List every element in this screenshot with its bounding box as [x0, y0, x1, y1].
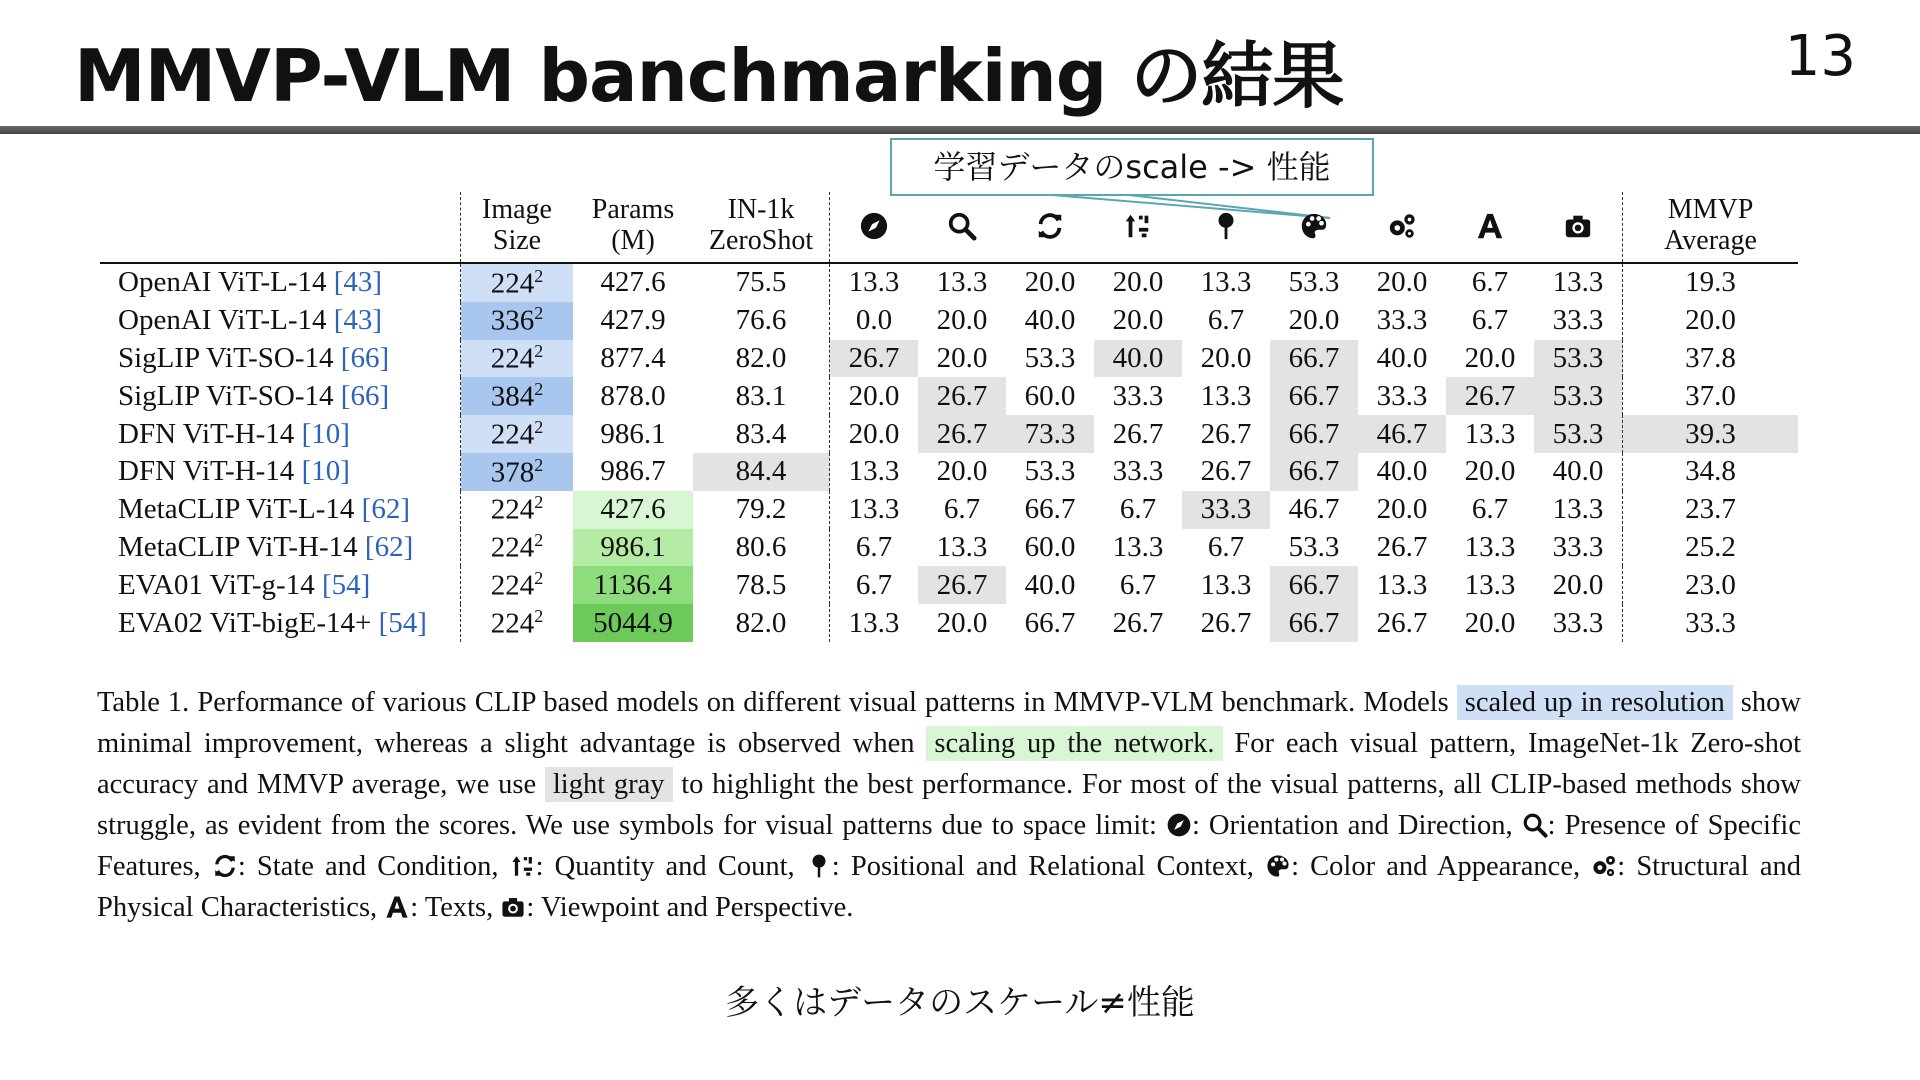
pin-icon [806, 851, 832, 882]
score-cell: 6.7 [1119, 493, 1157, 526]
score-cell: 20.0 [848, 417, 900, 450]
citation-link[interactable]: [43] [333, 266, 383, 299]
score-cell: 26.7 [1200, 455, 1252, 488]
score-cell: 33.3 [1534, 604, 1623, 642]
score-cell: 20.0 [936, 341, 988, 374]
mmvp-average-cell: 37.0 [1685, 379, 1736, 412]
score-cell: 6.7 [943, 493, 981, 526]
score-cell: 13.3 [848, 455, 900, 488]
table-row [100, 263, 1798, 302]
model-name: DFN ViT-H-14 [118, 417, 302, 450]
params-header: Params (M) [591, 194, 675, 256]
image-size-cell [461, 263, 574, 302]
caption-text: show minimal improvement, whereas a slight advantage is observed when [97, 687, 1801, 759]
score-cell: 13.3 [1200, 568, 1252, 601]
image-size-header: Image Size [461, 192, 574, 263]
model-name-cell [100, 263, 461, 302]
zeroshot-cell: 83.1 [693, 377, 830, 415]
score-cell: 6.7 [1471, 493, 1509, 526]
score-cell: 66.7 [1270, 377, 1358, 415]
image-size-value: 224 [490, 531, 535, 564]
legend-viewpoint: : Viewpoint and Perspective. [526, 892, 854, 923]
caption-text: For each visual pattern, ImageNet-1k Zero-shot accuracy and MMVP average, we use [97, 728, 1802, 800]
score-cell: 40.0 [1534, 453, 1623, 491]
score-cell: 20.0 [848, 379, 900, 412]
table-row [100, 491, 1798, 529]
score-cell: 13.3 [848, 606, 900, 639]
superscript: 2 [534, 605, 544, 626]
image-size-value: 224 [490, 569, 535, 602]
citation-link[interactable]: [66] [340, 341, 390, 374]
score-cell: 26.7 [1376, 530, 1428, 563]
score-cell: 60.0 [1024, 530, 1076, 563]
score-cell: 20.0 [1112, 304, 1164, 337]
refresh-icon [1006, 192, 1094, 263]
mmvp-average-cell: 33.3 [1685, 606, 1736, 639]
zeroshot-cell: 84.4 [693, 453, 830, 491]
image-size-cell [461, 491, 574, 529]
model-name: EVA02 ViT-bigE-14+ [118, 606, 379, 639]
compass-icon [830, 192, 919, 263]
model-name: MetaCLIP ViT-H-14 [118, 530, 365, 563]
params-cell: 877.4 [600, 341, 666, 374]
callout-box: 学習データのscale -> 性能 [890, 138, 1374, 196]
legend-presence: : Presence of Specific Features, [97, 810, 1801, 882]
image-size-cell [461, 566, 574, 604]
score-cell: 6.7 [1471, 266, 1509, 299]
params-cell: 427.9 [600, 304, 666, 337]
score-cell: 0.0 [855, 304, 893, 337]
zeroshot-cell: 79.2 [693, 491, 830, 529]
image-size-cell [461, 415, 574, 453]
image-size-cell [461, 529, 574, 567]
page-number: 13 [1784, 24, 1856, 89]
model-name-cell [100, 491, 461, 529]
image-size-value: 224 [490, 607, 535, 640]
zeroshot-cell: 82.0 [693, 340, 830, 378]
zeroshot-header: IN-1k ZeroShot [693, 192, 830, 263]
params-cell: 427.6 [573, 491, 693, 529]
superscript: 2 [534, 416, 544, 437]
citation-link[interactable]: [10] [301, 417, 350, 450]
score-cell: 33.3 [1112, 379, 1164, 412]
score-cell: 60.0 [1024, 379, 1076, 412]
score-cell: 26.7 [918, 415, 1006, 453]
sort-icon [1094, 192, 1182, 263]
gears-icon [1591, 851, 1617, 882]
model-name-cell [100, 529, 461, 567]
table-row [100, 529, 1798, 567]
mmvp-average-cell: 23.7 [1685, 493, 1736, 526]
gray-highlight: light gray [545, 767, 673, 802]
zeroshot-cell: 83.4 [693, 415, 830, 453]
image-size-cell [461, 340, 574, 378]
image-size-value: 384 [490, 380, 535, 413]
citation-link[interactable]: [43] [333, 304, 383, 337]
caption-text: to highlight the best performance. For most of the visual patterns, all CLIP-based methods show struggle, as evident from the scores. We use symbols for visual patterns due to space limit: [97, 769, 1801, 841]
score-cell: 6.7 [1471, 304, 1509, 337]
table-row [100, 566, 1798, 604]
zeroshot-cell: 80.6 [693, 529, 830, 567]
score-cell: 26.7 [1446, 377, 1534, 415]
score-cell: 53.3 [1024, 341, 1076, 374]
score-cell: 66.7 [1270, 340, 1358, 378]
score-cell: 53.3 [1534, 340, 1623, 378]
score-cell: 26.7 [830, 340, 919, 378]
table-body [100, 263, 1798, 642]
pin-icon [1182, 192, 1270, 263]
score-cell: 13.3 [1376, 568, 1428, 601]
image-size-cell [461, 302, 574, 340]
score-cell: 13.3 [1534, 263, 1623, 302]
table-caption [97, 682, 1801, 928]
score-cell: 6.7 [1207, 304, 1245, 337]
score-cell: 6.7 [1119, 568, 1157, 601]
mmvp-average-header: MMVP Average [1664, 194, 1757, 256]
magnifier-icon [1522, 810, 1548, 841]
model-name-cell [100, 302, 461, 340]
camera-icon [500, 892, 526, 923]
params-cell: 1136.4 [573, 566, 693, 604]
letter-a-icon [1446, 192, 1534, 263]
score-cell: 33.3 [1376, 304, 1428, 337]
score-cell: 66.7 [1024, 493, 1076, 526]
score-cell: 20.0 [1112, 266, 1164, 299]
score-cell: 33.3 [1534, 529, 1623, 567]
image-size-value: 224 [490, 494, 535, 526]
score-cell: 13.3 [936, 530, 988, 563]
superscript: 2 [534, 265, 544, 286]
model-name-cell [100, 604, 461, 642]
mmvp-average-cell: 19.3 [1685, 266, 1736, 299]
model-name: MetaCLIP ViT-L-14 [118, 493, 362, 526]
score-cell: 13.3 [1534, 491, 1623, 529]
zeroshot-cell: 78.5 [693, 566, 830, 604]
model-name: OpenAI ViT-L-14 [118, 304, 334, 337]
score-cell: 53.3 [1024, 455, 1076, 488]
score-cell: 13.3 [1112, 530, 1164, 563]
legend-orientation: : Orientation and Direction, [1191, 810, 1522, 841]
model-name-cell [100, 566, 461, 604]
score-cell: 26.7 [1200, 606, 1252, 639]
score-cell: 20.0 [1464, 455, 1516, 488]
score-cell: 26.7 [1200, 417, 1252, 450]
mmvp-average-cell: 25.2 [1685, 530, 1736, 563]
params-cell: 427.6 [600, 266, 666, 299]
superscript: 2 [534, 341, 544, 362]
gears-icon [1358, 192, 1446, 263]
score-cell: 20.0 [1464, 341, 1516, 374]
params-cell: 986.7 [600, 455, 666, 488]
score-cell: 20.0 [1464, 606, 1516, 639]
score-cell: 46.7 [1288, 493, 1340, 526]
zeroshot-cell: 82.0 [693, 604, 830, 642]
palette-icon [1270, 192, 1358, 263]
score-cell: 33.3 [1534, 302, 1623, 340]
params-cell: 986.1 [573, 529, 693, 567]
mmvp-average-cell: 37.8 [1685, 341, 1736, 374]
mmvp-average-cell: 23.0 [1685, 568, 1736, 601]
image-size-cell [461, 377, 574, 415]
title-divider [0, 126, 1920, 134]
model-name-cell [100, 377, 461, 415]
score-cell: 20.0 [936, 304, 988, 337]
score-cell: 66.7 [1270, 566, 1358, 604]
citation-link[interactable]: [54] [321, 568, 371, 601]
score-cell: 20.0 [1376, 493, 1428, 526]
score-cell: 73.3 [1006, 415, 1094, 453]
score-cell: 13.3 [1464, 417, 1516, 450]
citation-link[interactable]: [66] [340, 379, 390, 412]
magnifier-icon [918, 192, 1006, 263]
mmvp-average-cell: 39.3 [1623, 415, 1799, 453]
score-cell: 26.7 [918, 566, 1006, 604]
score-cell: 20.0 [1534, 566, 1623, 604]
model-name-cell [100, 340, 461, 378]
score-cell: 40.0 [1376, 455, 1428, 488]
image-size-value: 224 [490, 418, 535, 451]
table-row [100, 453, 1798, 491]
score-cell: 20.0 [936, 606, 988, 639]
image-size-value: 336 [490, 305, 535, 338]
superscript: 2 [534, 530, 544, 551]
image-size-value: 378 [490, 456, 535, 489]
model-name: DFN ViT-H-14 [118, 455, 302, 488]
letter-a-icon [384, 892, 410, 923]
score-cell: 33.3 [1112, 455, 1164, 488]
mmvp-average-cell: 20.0 [1685, 304, 1736, 337]
compass-icon [1166, 810, 1192, 841]
score-cell: 13.3 [936, 266, 988, 299]
model-column-header [100, 192, 461, 263]
model-name: SigLIP ViT-SO-14 [118, 341, 341, 374]
score-cell: 13.3 [1464, 568, 1516, 601]
score-cell: 33.3 [1376, 379, 1428, 412]
zeroshot-cell: 75.5 [693, 263, 830, 302]
table-header-row [100, 192, 1798, 263]
score-cell: 6.7 [855, 530, 893, 563]
score-cell: 53.3 [1288, 266, 1340, 299]
model-name-cell [100, 415, 461, 453]
score-cell: 53.3 [1534, 377, 1623, 415]
superscript: 2 [534, 567, 544, 588]
model-name: OpenAI ViT-L-14 [118, 266, 334, 299]
citation-link[interactable]: [10] [301, 455, 350, 488]
score-cell: 20.0 [1200, 341, 1252, 374]
score-cell: 13.3 [1200, 379, 1252, 412]
params-cell: 986.1 [600, 417, 666, 450]
params-cell: 878.0 [600, 379, 666, 412]
score-cell: 40.0 [1024, 304, 1076, 337]
results-table [100, 192, 1798, 642]
score-cell: 66.7 [1270, 453, 1358, 491]
table-row [100, 415, 1798, 453]
score-cell: 13.3 [1200, 266, 1252, 299]
superscript: 2 [534, 303, 544, 324]
score-cell: 66.7 [1024, 606, 1076, 639]
table-row [100, 604, 1798, 642]
score-cell: 26.7 [918, 377, 1006, 415]
camera-icon [1534, 192, 1623, 263]
model-name-cell [100, 453, 461, 491]
score-cell: 26.7 [1112, 417, 1164, 450]
superscript: 2 [534, 454, 544, 475]
score-cell: 6.7 [855, 568, 893, 601]
zeroshot-cell: 76.6 [693, 302, 830, 340]
legend-positional: : Positional and Relational Context, [831, 851, 1266, 882]
model-name: SigLIP ViT-SO-14 [118, 379, 341, 412]
image-size-value: 224 [490, 267, 535, 300]
score-cell: 20.0 [1024, 266, 1076, 299]
legend-quantity: : Quantity and Count, [535, 851, 806, 882]
score-cell: 40.0 [1024, 568, 1076, 601]
slide-footnote: 多くはデータのスケール≠性能 [725, 983, 1195, 1023]
legend-state: : State and Condition, [237, 851, 510, 882]
legend-color: : Color and Appearance, [1291, 851, 1592, 882]
refresh-icon [212, 851, 238, 882]
superscript: 2 [534, 492, 544, 513]
score-cell: 53.3 [1288, 530, 1340, 563]
score-cell: 13.3 [848, 493, 900, 526]
score-cell: 46.7 [1358, 415, 1446, 453]
score-cell: 66.7 [1270, 604, 1358, 642]
sort-icon [510, 851, 536, 882]
score-cell: 20.0 [1376, 266, 1428, 299]
score-cell: 40.0 [1376, 341, 1428, 374]
palette-icon [1265, 851, 1291, 882]
superscript: 2 [534, 378, 544, 399]
slide-title: MMVP-VLM banchmarking の結果 [74, 34, 1344, 118]
params-cell: 5044.9 [573, 604, 693, 642]
score-cell: 6.7 [1207, 530, 1245, 563]
caption-text: Table 1. Performance of various CLIP based models on different visual patterns in MMVP-VLM benchmark. Models [97, 687, 1457, 718]
legend-structural: : Structural and Physical Characteristics, [97, 851, 1802, 923]
citation-link[interactable]: [62] [364, 530, 414, 563]
network-highlight: scaling up the network. [926, 726, 1222, 761]
score-cell: 26.7 [1376, 606, 1428, 639]
table-row [100, 377, 1798, 415]
mmvp-average-cell: 34.8 [1685, 455, 1736, 488]
score-cell: 13.3 [1464, 530, 1516, 563]
score-cell: 53.3 [1534, 415, 1623, 453]
model-name: EVA01 ViT-g-14 [118, 568, 322, 601]
score-cell: 20.0 [936, 455, 988, 488]
image-size-cell [461, 604, 574, 642]
citation-link[interactable]: [54] [378, 606, 427, 639]
score-cell: 33.3 [1182, 491, 1270, 529]
score-cell: 13.3 [848, 266, 900, 299]
resolution-highlight: scaled up in resolution [1457, 685, 1733, 720]
image-size-cell [461, 453, 574, 491]
score-cell: 26.7 [1112, 606, 1164, 639]
table-row [100, 302, 1798, 340]
citation-link[interactable]: [62] [361, 493, 410, 526]
score-cell: 20.0 [1288, 304, 1340, 337]
image-size-value: 224 [490, 342, 535, 375]
table-row [100, 340, 1798, 378]
score-cell: 66.7 [1270, 415, 1358, 453]
legend-texts: : Texts, [410, 892, 501, 923]
score-cell: 40.0 [1094, 340, 1182, 378]
